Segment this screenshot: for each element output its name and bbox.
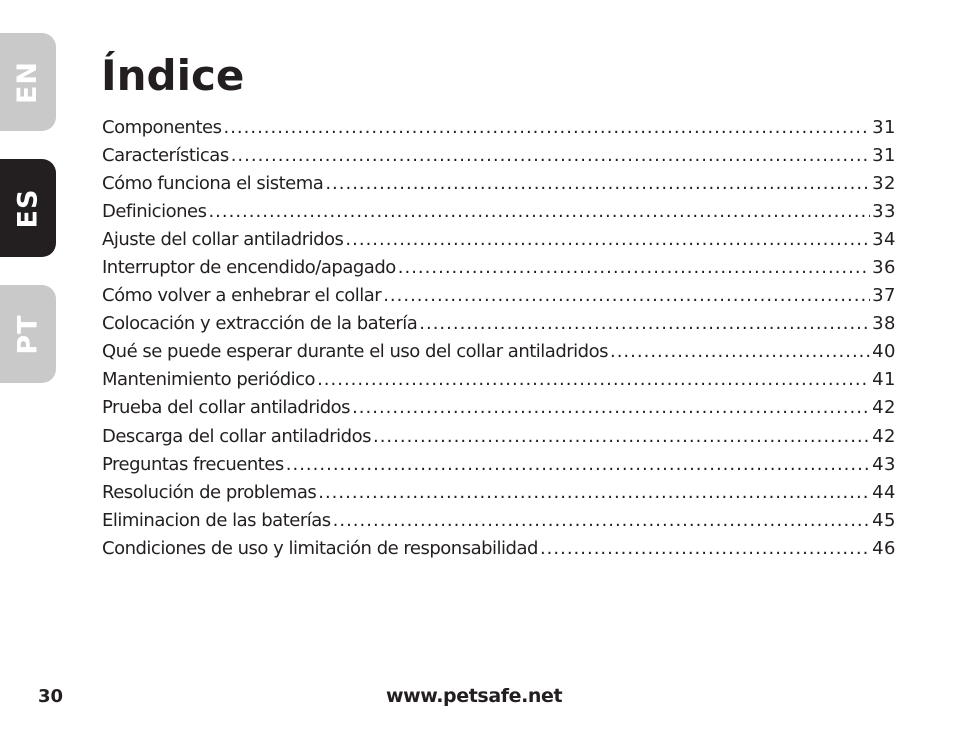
toc-item-page: 37 xyxy=(872,285,896,307)
toc-item-title: Eliminacion de las baterías xyxy=(102,509,331,531)
toc-item-title: Mantenimiento periódico xyxy=(102,369,316,391)
toc-item-page: 32 xyxy=(872,173,896,195)
language-tab-label: PT xyxy=(12,313,44,355)
language-tab-en[interactable] xyxy=(0,33,56,131)
toc-dot-leader xyxy=(231,142,870,170)
toc-item-page: 40 xyxy=(872,341,896,363)
toc-item-page: 41 xyxy=(872,369,896,391)
toc-dot-leader xyxy=(223,114,870,142)
toc-item[interactable] xyxy=(102,507,896,535)
toc-dot-leader xyxy=(318,479,870,507)
toc-item-page: 44 xyxy=(872,481,896,503)
toc-item[interactable] xyxy=(102,170,896,198)
toc-item-title: Cómo volver a enhebrar el collar xyxy=(102,285,382,307)
toc-item[interactable] xyxy=(102,366,896,394)
toc-item-page: 45 xyxy=(872,509,896,531)
toc-item-page: 46 xyxy=(872,537,896,559)
toc-dot-leader xyxy=(208,198,870,226)
toc-item[interactable] xyxy=(102,310,896,338)
toc-item[interactable] xyxy=(102,254,896,282)
toc-item-title: Ajuste del collar antiladridos xyxy=(102,229,344,251)
toc-item[interactable] xyxy=(102,479,896,507)
toc-item[interactable] xyxy=(102,198,896,226)
toc-item[interactable] xyxy=(102,394,896,422)
toc-item-title: Definiciones xyxy=(102,201,207,223)
toc-item-page: 42 xyxy=(872,425,896,447)
toc-dot-leader xyxy=(333,507,870,535)
toc-item-title: Preguntas frecuentes xyxy=(102,453,284,475)
page-title: Índice xyxy=(101,51,245,100)
toc-item[interactable] xyxy=(102,423,896,451)
toc-item-page: 38 xyxy=(872,313,896,335)
language-tab-pt[interactable] xyxy=(0,285,56,383)
website-link[interactable]: www.petsafe.net xyxy=(386,685,563,707)
toc-dot-leader xyxy=(383,282,870,310)
language-tab-label: EN xyxy=(12,60,44,104)
toc-item-title: Condiciones de uso y limitación de responsabilidad xyxy=(102,537,538,559)
toc-item-title: Interruptor de encendido/apagado xyxy=(102,257,396,279)
toc-item-page: 36 xyxy=(872,257,896,279)
toc-item-title: Descarga del collar antiladridos xyxy=(102,425,371,447)
toc-dot-leader xyxy=(352,394,870,422)
toc-item-title: Componentes xyxy=(102,117,222,138)
toc-item[interactable] xyxy=(102,142,896,170)
language-tab-label: ES xyxy=(12,188,44,228)
toc-dot-leader xyxy=(345,226,870,254)
toc-dot-leader xyxy=(398,254,870,282)
toc-item-page: 31 xyxy=(872,117,896,138)
toc-dot-leader xyxy=(325,170,870,198)
toc-dot-leader xyxy=(373,423,870,451)
toc-dot-leader xyxy=(317,366,870,394)
toc-item-page: 34 xyxy=(872,229,896,251)
toc-item-page: 43 xyxy=(872,453,896,475)
toc-dot-leader xyxy=(419,310,870,338)
toc-dot-leader xyxy=(540,535,870,563)
toc-item[interactable] xyxy=(102,451,896,479)
toc-item-page: 33 xyxy=(872,201,896,223)
toc-item-page: 42 xyxy=(872,397,896,419)
toc-item-page: 31 xyxy=(872,145,896,167)
toc-item[interactable] xyxy=(102,282,896,310)
toc-item[interactable] xyxy=(102,338,896,366)
toc-item[interactable] xyxy=(102,114,896,142)
table-of-contents xyxy=(102,114,896,563)
toc-item-title: Cómo funciona el sistema xyxy=(102,173,324,195)
toc-item-title: Resolución de problemas xyxy=(102,481,317,503)
page-number: 30 xyxy=(38,686,64,707)
toc-dot-leader xyxy=(610,338,870,366)
toc-item-title: Características xyxy=(102,145,229,167)
toc-dot-leader xyxy=(286,451,870,479)
toc-item-title: Qué se puede esperar durante el uso del collar antiladridos xyxy=(102,341,608,363)
toc-item[interactable] xyxy=(102,535,896,563)
language-tabs xyxy=(0,0,58,730)
toc-item-title: Prueba del collar antiladridos xyxy=(102,397,351,419)
toc-item[interactable] xyxy=(102,226,896,254)
toc-item-title: Colocación y extracción de la batería xyxy=(102,313,418,335)
language-tab-es[interactable] xyxy=(0,159,56,257)
